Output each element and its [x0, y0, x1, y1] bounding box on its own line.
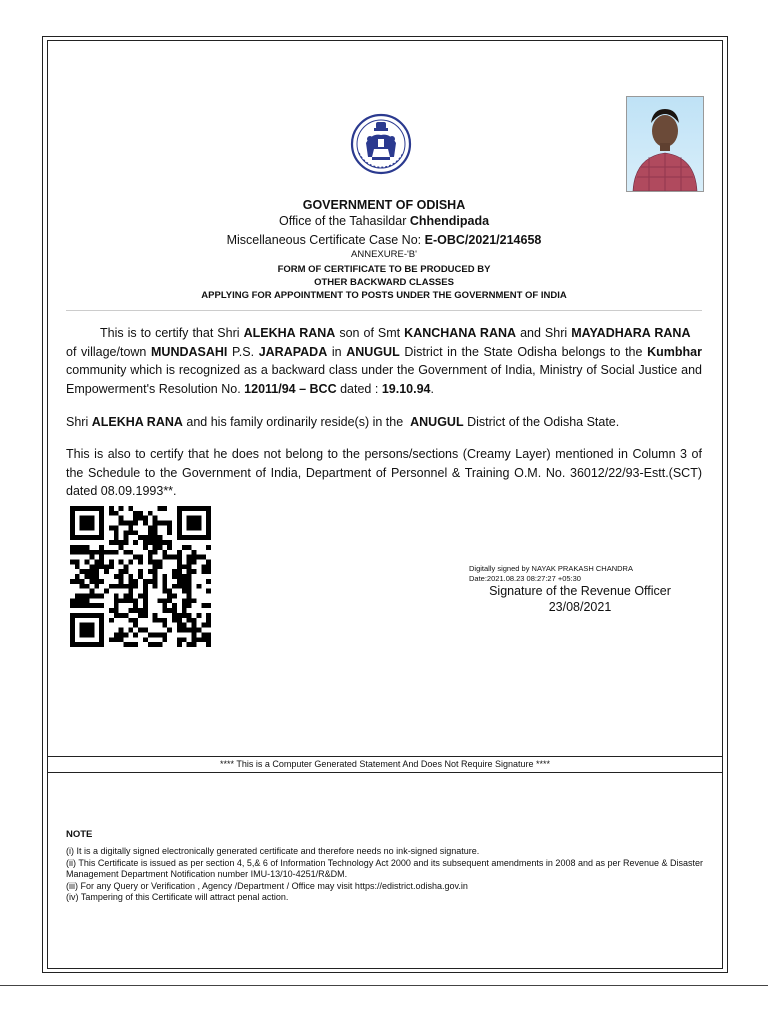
p2-text: and his family ordinarily reside(s) in the — [186, 415, 404, 429]
p1-text: of village/town — [66, 344, 147, 359]
form-title-line-3: APPLYING FOR APPOINTMENT TO POSTS UNDER THE GOVERNMENT OF INDIA — [201, 290, 567, 301]
digital-signature-by: Digitally signed by NAYAK PRAKASH CHANDRA — [469, 564, 633, 573]
odisha-state-emblem-icon — [350, 113, 412, 175]
p1-text: son of Smt — [339, 326, 401, 340]
note-item: (iii) For any Query or Verification , Agency /Department / Office may visit https://edistrict.odisha.gov.in — [66, 880, 468, 891]
father-name: MAYADHARA RANA — [571, 326, 691, 340]
government-title: GOVERNMENT OF ODISHA — [302, 198, 466, 212]
case-prefix: Miscellaneous Certificate Case No: — [226, 233, 422, 247]
digital-signature-date: Date:2021.08.23 08:27:27 +05:30 — [469, 574, 581, 583]
resolution-number: 12011/94 – BCC — [244, 381, 337, 396]
community-name: Kumbhar — [647, 344, 702, 359]
p1-text: in — [331, 344, 342, 359]
statement-divider-top — [47, 756, 722, 757]
qr-code-icon — [70, 506, 211, 647]
mother-name: KANCHANA RANA — [404, 326, 517, 340]
district-name: ANUGUL — [346, 344, 400, 359]
p2-text: Shri — [66, 415, 89, 429]
p1-text: . — [430, 381, 434, 396]
office-prefix: Office of the Tahasildar — [278, 214, 407, 228]
residence-paragraph — [66, 413, 702, 432]
page-bottom-line — [0, 985, 768, 986]
applicant-name: ALEKHA RANA — [91, 415, 183, 429]
note-item: (ii) This Certificate is issued as per section 4, 5,& 6 of Information Technology Act 2000 and its subsequent amendments in 2008 and as per Revenue & Disaster Management Department Notification number IMU-13/10-4251/R&DM. — [66, 857, 704, 879]
note-item: (iv) Tampering of this Certificate will attract penal action. — [66, 892, 289, 902]
p1-text: District in the State Odisha belongs to the — [404, 344, 643, 359]
creamy-layer-paragraph: This is also to certify that he does not belong to the persons/sections (Creamy Layer) mentioned in Column 3 of the Schedule to the Government of India, Department of Personnel & Training O.M. No. 36012/22/93-Estt.(SCT) dated 08.09.1993**. — [66, 447, 702, 498]
resolution-date: 19.10.94 — [381, 381, 431, 396]
signature-title: Signature of the Revenue Officer — [489, 584, 671, 598]
note-heading: NOTE — [66, 829, 93, 840]
note-list — [66, 846, 714, 904]
office-name: Chhendipada — [409, 214, 490, 228]
p1-text: P.S. — [232, 344, 255, 359]
p1-text: This is to certify that Shri — [100, 326, 240, 340]
certification-paragraph — [66, 324, 702, 398]
certificate-inner-border — [47, 40, 723, 969]
form-title-line-2: OTHER BACKWARD CLASSES — [314, 277, 454, 288]
office-line — [50, 214, 718, 228]
case-line — [50, 233, 718, 247]
police-station: JARAPADA — [258, 344, 328, 359]
applicant-photo — [626, 96, 704, 192]
annexure-label: ANNEXURE-'B' — [351, 249, 417, 260]
header-rule — [66, 310, 702, 311]
applicant-name: ALEKHA RANA — [243, 326, 336, 340]
district-name: ANUGUL — [410, 415, 464, 429]
statement-divider-bottom — [47, 772, 722, 773]
p2-text: District of the Odisha State. — [467, 415, 620, 429]
computer-generated-statement: **** This is a Computer Generated Statement And Does Not Require Signature **** — [219, 759, 551, 769]
case-number: E-OBC/2021/214658 — [424, 233, 542, 247]
p1-text: and Shri — [520, 326, 568, 340]
note-item: (i) It is a digitally signed electronically generated certificate and therefore needs no ink-signed signature. — [66, 846, 480, 856]
village-name: MUNDASAHI — [151, 344, 228, 359]
signature-date: 23/08/2021 — [548, 600, 612, 614]
form-title-line-1: FORM OF CERTIFICATE TO BE PRODUCED BY — [277, 264, 491, 275]
p1-text: community which is recognized as a backward class under the Government of India, Ministry of Social Justice and Empowerment's Resolution No. — [66, 363, 702, 396]
p1-text: dated : — [340, 381, 379, 396]
